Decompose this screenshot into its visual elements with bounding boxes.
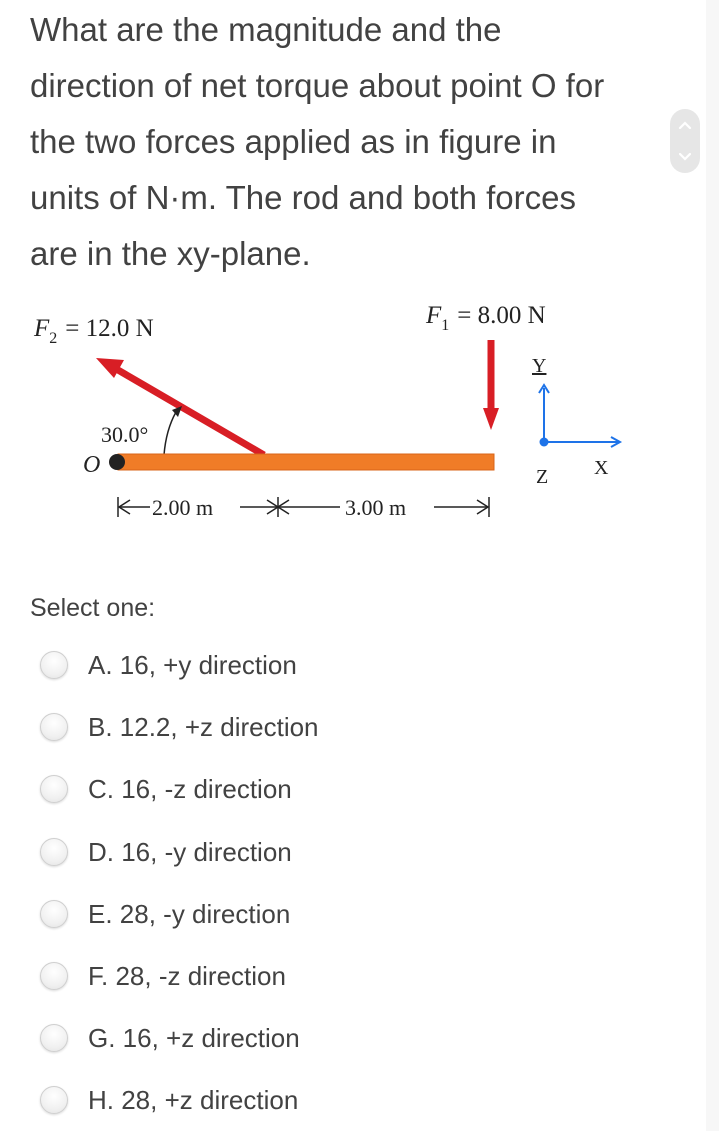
f1-arrowhead — [483, 408, 499, 430]
radio-button[interactable] — [40, 775, 68, 803]
question-line: the two forces applied as in figure in — [30, 123, 557, 160]
option-h[interactable] — [40, 1080, 640, 1120]
radio-button[interactable] — [40, 900, 68, 928]
radio-button[interactable] — [40, 962, 68, 990]
option-c[interactable] — [40, 769, 640, 809]
option-a[interactable] — [40, 645, 640, 685]
torque-figure — [0, 290, 700, 530]
angle-label: 30.0° — [101, 422, 149, 447]
option-label: B. 12.2, +z direction — [88, 711, 319, 742]
radio-button[interactable] — [40, 651, 68, 679]
question-line: are in the xy-plane. — [30, 235, 311, 272]
f1-label: $F_1 = 8.00$ N — [426, 302, 546, 334]
z-axis-label: Z — [536, 466, 549, 488]
x-axis-label: X — [594, 457, 609, 479]
option-label: H. 28, +z direction — [88, 1084, 299, 1115]
option-g[interactable] — [40, 1018, 640, 1058]
f2-label: $F_2 = 12.0$ N — [34, 315, 154, 347]
option-label: C. 16, -z direction — [88, 773, 292, 804]
select-one-label: Select one: — [30, 594, 156, 622]
chevron-up-icon[interactable] — [670, 109, 700, 141]
radio-button[interactable] — [40, 713, 68, 741]
point-o-label: O — [83, 452, 101, 478]
scroll-widget[interactable] — [670, 109, 700, 173]
question-line: What are the magnitude and the — [30, 11, 502, 48]
option-f[interactable] — [40, 956, 640, 996]
question-line: direction of net torque about point O for — [30, 67, 605, 104]
radio-button[interactable] — [40, 1024, 68, 1052]
angle-arc — [164, 412, 176, 455]
y-axis-label: Y — [532, 355, 547, 377]
option-e[interactable] — [40, 894, 640, 934]
option-label: D. 16, -y direction — [88, 836, 292, 867]
chevron-down-icon[interactable] — [670, 141, 700, 173]
page-edge — [706, 0, 719, 1131]
radio-button[interactable] — [40, 1086, 68, 1114]
option-label: E. 28, -y direction — [88, 898, 291, 929]
option-b[interactable] — [40, 707, 640, 747]
option-d[interactable] — [40, 832, 640, 872]
distance-2m-label: 2.00 m — [152, 495, 214, 520]
distance-3m-label: 3.00 m — [345, 495, 407, 520]
z-axis-dot — [540, 438, 549, 447]
question-line: units of N·m. The rod and both forces — [30, 179, 576, 216]
radio-button[interactable] — [40, 838, 68, 866]
rod — [118, 454, 494, 470]
option-label: G. 16, +z direction — [88, 1022, 300, 1053]
option-label: A. 16, +y direction — [88, 649, 297, 680]
option-label: F. 28, -z direction — [88, 960, 286, 991]
question-text — [30, 2, 690, 282]
pivot-point — [109, 454, 125, 470]
